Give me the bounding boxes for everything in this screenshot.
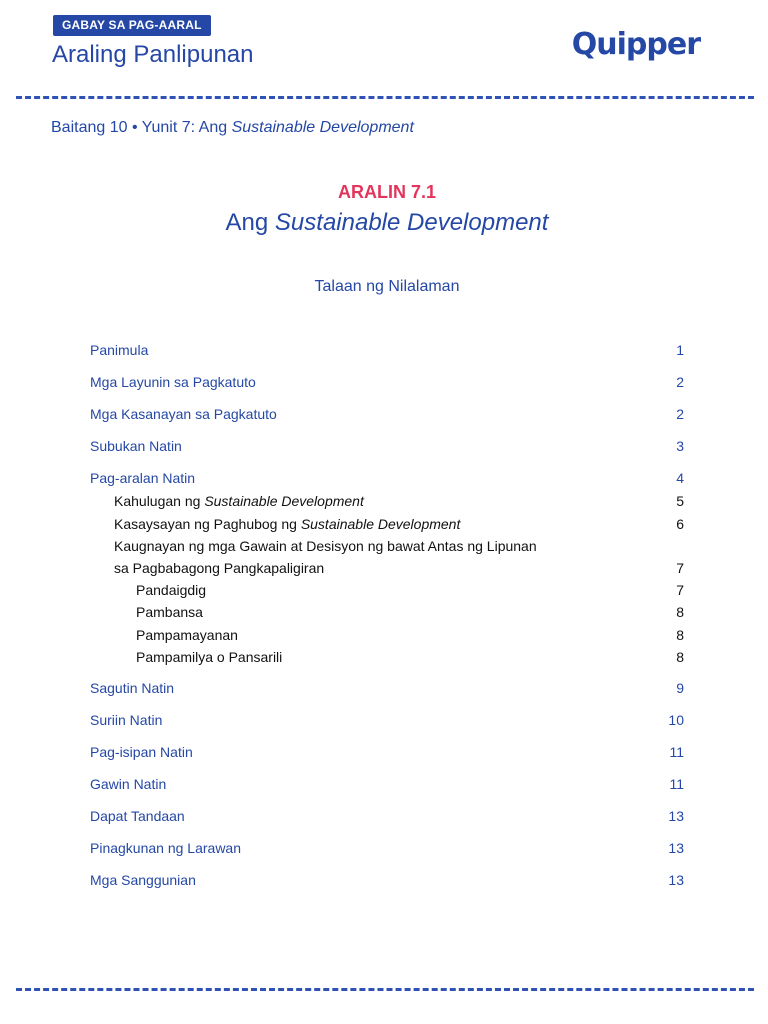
toc-item-page: 6: [676, 516, 684, 532]
toc-item-mga-layunin[interactable]: [90, 372, 684, 392]
toc-item-page: 10: [668, 712, 684, 728]
guide-badge: GABAY SA PAG-AARAL: [53, 15, 211, 36]
unit-breadcrumb-text: Baitang 10 • Yunit 7: Ang: [51, 119, 232, 136]
toc-item-panimula[interactable]: [90, 340, 684, 360]
toc-item-suriin-natin[interactable]: [90, 710, 684, 730]
lesson-title-emphasis: Sustainable Development: [274, 209, 549, 236]
toc-item-pag-aralan-natin[interactable]: [90, 468, 684, 488]
toc-item-page: 2: [676, 406, 684, 422]
quipper-logo: Quipper: [571, 27, 700, 62]
toc-heading: Talaan ng Nilalaman: [314, 278, 460, 295]
toc-item-pampamilya[interactable]: [90, 647, 684, 667]
top-divider: [16, 96, 754, 99]
toc-item-label: sa Pagbabagong Pangkapaligiran: [114, 560, 325, 576]
toc-item-label: Sagutin Natin: [90, 680, 175, 696]
toc-item-page: 13: [668, 872, 684, 888]
toc-item-label-text: Kahulugan ng: [114, 493, 205, 509]
toc-item-label: Mga Kasanayan sa Pagkatuto: [90, 406, 277, 422]
unit-breadcrumb: [51, 118, 414, 138]
toc-item-page: 9: [676, 680, 684, 696]
toc-item-gawin-natin[interactable]: [90, 774, 684, 794]
toc-item-kaugnayan-cont[interactable]: [90, 558, 684, 578]
bottom-divider: [16, 988, 754, 991]
toc-item-sagutin-natin[interactable]: [90, 678, 684, 698]
toc-item-pinagkunan[interactable]: [90, 838, 684, 858]
toc-item-label: Kaugnayan ng mga Gawain at Desisyon ng bawat Antas ng Lipunan: [114, 538, 537, 554]
toc-item-label: Mga Sanggunian: [90, 872, 196, 888]
toc-item-label-text: Kasaysayan ng Paghubog ng: [114, 516, 301, 532]
toc-item-page: 2: [676, 374, 684, 390]
toc-item-label: Suriin Natin: [90, 712, 163, 728]
toc-item-label: Pandaigdig: [136, 582, 207, 598]
toc-item-label: Mga Layunin sa Pagkatuto: [90, 374, 256, 390]
toc-item-subukan-natin[interactable]: [90, 436, 684, 456]
toc-item-page: 8: [676, 627, 684, 643]
toc-item-label: Pag-aralan Natin: [90, 470, 196, 486]
toc-item-label-emphasis: Sustainable Development: [204, 493, 364, 509]
toc-item-mga-kasanayan[interactable]: [90, 404, 684, 424]
toc-item-label: Panimula: [90, 342, 149, 358]
toc-item-page: 8: [676, 649, 684, 665]
toc-item-label: Pag-isipan Natin: [90, 744, 193, 760]
toc-item-page: 11: [669, 744, 684, 760]
toc-item-label: [114, 514, 460, 534]
toc-item-label: [114, 491, 364, 511]
toc-item-page: 11: [669, 776, 684, 792]
toc-item-pambansa[interactable]: [90, 602, 684, 622]
toc-item-page: 4: [676, 470, 684, 486]
toc-item-label: Dapat Tandaan: [90, 808, 185, 824]
toc-item-label: Pampamilya o Pansarili: [136, 649, 283, 665]
toc-item-label: Gawin Natin: [90, 776, 167, 792]
toc-item-page: 7: [676, 560, 684, 576]
toc-item-page: 5: [676, 493, 684, 509]
subject-title: Araling Panlipunan: [52, 41, 254, 68]
toc-item-label: Subukan Natin: [90, 438, 182, 454]
lesson-title-text: Ang: [225, 209, 275, 236]
toc-item-pampamayanan[interactable]: [90, 625, 684, 645]
toc-item-page: 13: [668, 840, 684, 856]
toc-item-pandaigdig[interactable]: [90, 580, 684, 600]
unit-breadcrumb-emphasis: Sustainable Development: [231, 119, 414, 136]
toc-item-page: 3: [676, 438, 684, 454]
toc-item-kahulugan[interactable]: [90, 491, 684, 511]
toc-item-label: Pambansa: [136, 604, 203, 620]
lesson-title: [0, 207, 768, 239]
toc-item-page: 1: [676, 342, 684, 358]
toc-item-mga-sanggunian[interactable]: [90, 870, 684, 890]
toc-item-page: 7: [676, 582, 684, 598]
toc-item-page: 8: [676, 604, 684, 620]
toc-item-label-emphasis: Sustainable Development: [300, 516, 461, 532]
toc-item-kasaysayan[interactable]: [90, 514, 684, 534]
toc-item-page: 13: [668, 808, 684, 824]
toc-item-label: Pinagkunan ng Larawan: [90, 840, 242, 856]
toc-item-label: Pampamayanan: [136, 627, 238, 643]
toc-item-dapat-tandaan[interactable]: [90, 806, 684, 826]
toc-item-kaugnayan[interactable]: [90, 536, 684, 556]
lesson-number: ARALIN 7.1: [337, 182, 436, 202]
toc-item-pag-isipan-natin[interactable]: [90, 742, 684, 762]
